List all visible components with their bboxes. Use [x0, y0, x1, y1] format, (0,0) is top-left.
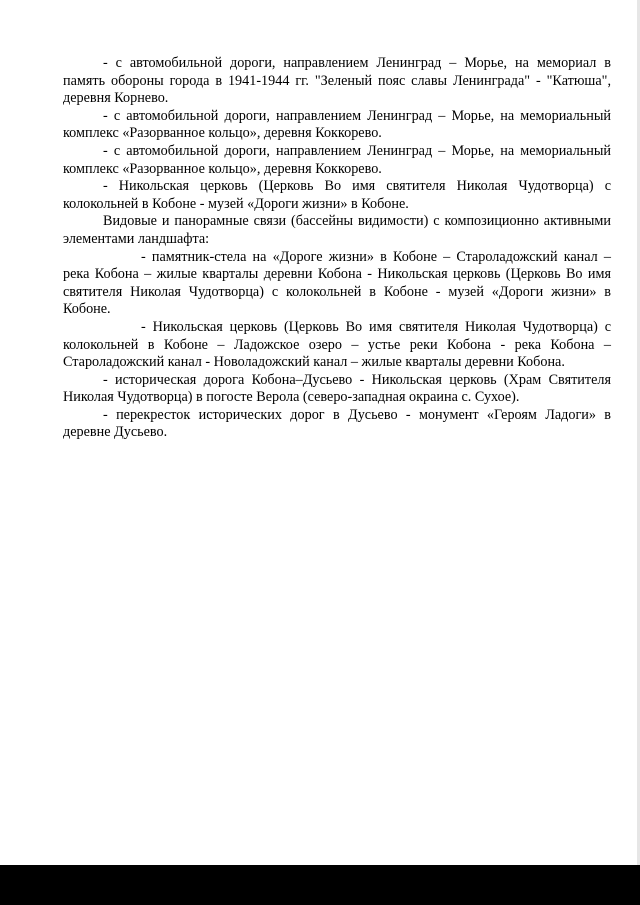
paragraph-church-museum: - Никольская церковь (Церковь Во имя святителя Николая Чудотворца) с колокольней в Кобоне - музей «Дороги жизни» в Кобоне. — [63, 178, 611, 212]
paragraph-church-link: - Никольская церковь (Церковь Во имя святителя Николая Чудотворца) с колокольней в Кобоне – Ладожское озеро – устье реки Кобона - река Кобона – Староладожский канал - Новоладожский канал – жилые кварталы деревни Кобона. — [63, 318, 611, 371]
paragraph-visibility-heading: Видовые и панорамные связи (бассейны видимости) с композиционно активными элементами ландшафта: — [63, 213, 611, 247]
paragraph-route-kokkorevo-2: - с автомобильной дороги, направлением Ленинград – Морье, на мемориальный комплекс «Разорванное кольцо», деревня Коккорево. — [63, 142, 611, 177]
paragraph-historic-road: - историческая дорога Кобона–Дусьево - Никольская церковь (Храм Святителя Николая Чудотворца) в погосте Верола (северо-западная окраина с. Сухое). — [63, 371, 611, 406]
paragraph-stela-link: - памятник-стела на «Дороге жизни» в Кобоне – Староладожский канал – река Кобона – жилые кварталы деревни Кобона - Никольская церковь (Церковь Во имя святителя Николая Чудотворца) с колокольней в Кобоне - музей «Дороги жизни» в Кобоне. — [63, 248, 611, 318]
paragraph-route-kokkorevo-1: - с автомобильной дороги, направлением Ленинград – Морье, на мемориальный комплекс «Разорванное кольцо», деревня Коккорево. — [63, 107, 611, 142]
scan-bottom-border — [0, 865, 640, 905]
document-body — [63, 55, 611, 442]
paragraph-route-kornevo: - с автомобильной дороги, направлением Ленинград – Морье, на мемориал в память обороны города в 1941-1944 гг. "Зеленый пояс славы Ленинграда" - "Катюша", деревня Корнево. — [63, 55, 611, 107]
paragraph-crossroads: - перекресток исторических дорог в Дусьево - монумент «Героям Ладоги» в деревне Дусьево. — [63, 406, 611, 441]
